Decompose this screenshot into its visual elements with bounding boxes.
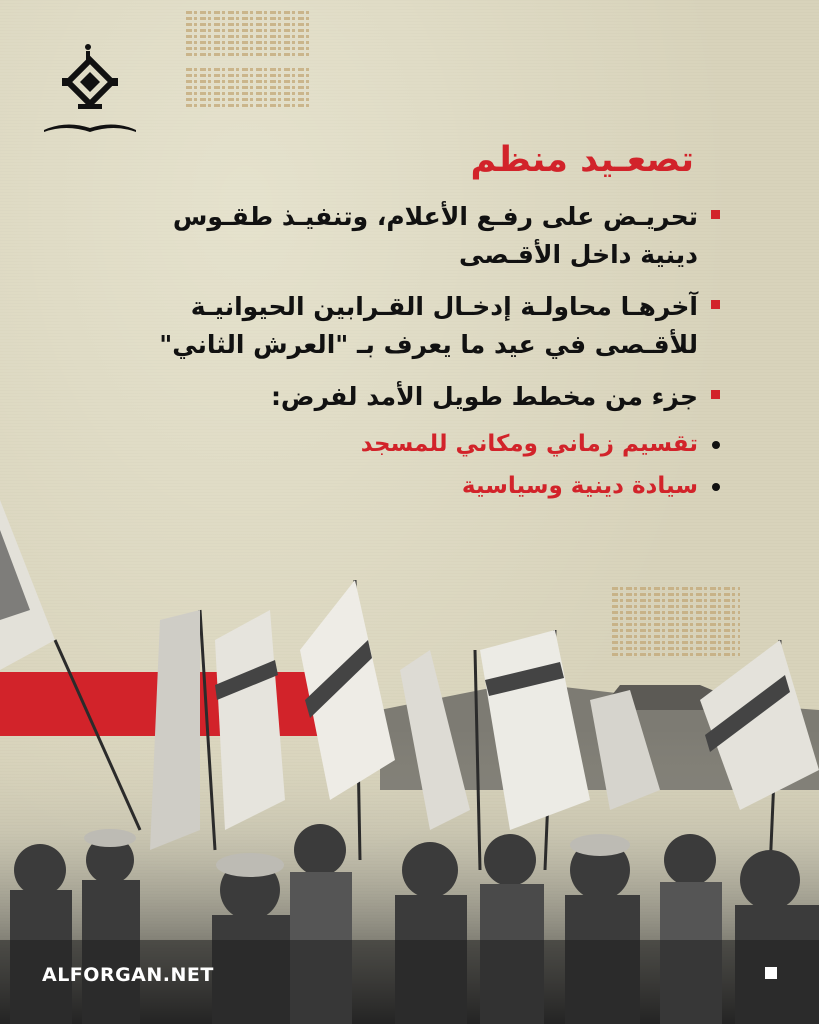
main-content (100, 140, 704, 512)
crowd-flags-photo (0, 470, 819, 1024)
sub-item (100, 428, 704, 460)
faint-text-block-top (186, 8, 310, 143)
bullet-square-icon (711, 300, 720, 309)
bullet-text: للأقـصى في عيد ما يعرف بـ "العرش الثاني" (159, 330, 698, 359)
footer-square-icon (765, 967, 777, 979)
bullet-square-icon (711, 390, 720, 399)
footer-brand: ALFORGAN.NET (42, 964, 214, 986)
sub-item-text: سيادة دينية وسياسية (461, 473, 698, 499)
bullet-text: جزء من مخطط طويل الأمد لفرض: (270, 382, 698, 411)
bullet-item (100, 378, 704, 416)
bullet-text: تحريـض على رفـع الأعلام، وتنفيـذ طقـوس (172, 202, 698, 231)
bullet-square-icon (711, 210, 720, 219)
bullet-item (100, 288, 704, 364)
bullet-dot-icon (712, 441, 720, 449)
bullet-item (100, 198, 704, 274)
bullet-text: دينية داخل الأقـصى (459, 240, 698, 269)
headline: تصعـيد منظم (470, 140, 694, 180)
sub-item-text: تقسيم زماني ومكاني للمسجد (360, 431, 698, 457)
bullet-text: آخرهـا محاولـة إدخـال القـرابين الحيوانيـة (190, 292, 698, 321)
alforqan-logo-icon (42, 42, 138, 134)
